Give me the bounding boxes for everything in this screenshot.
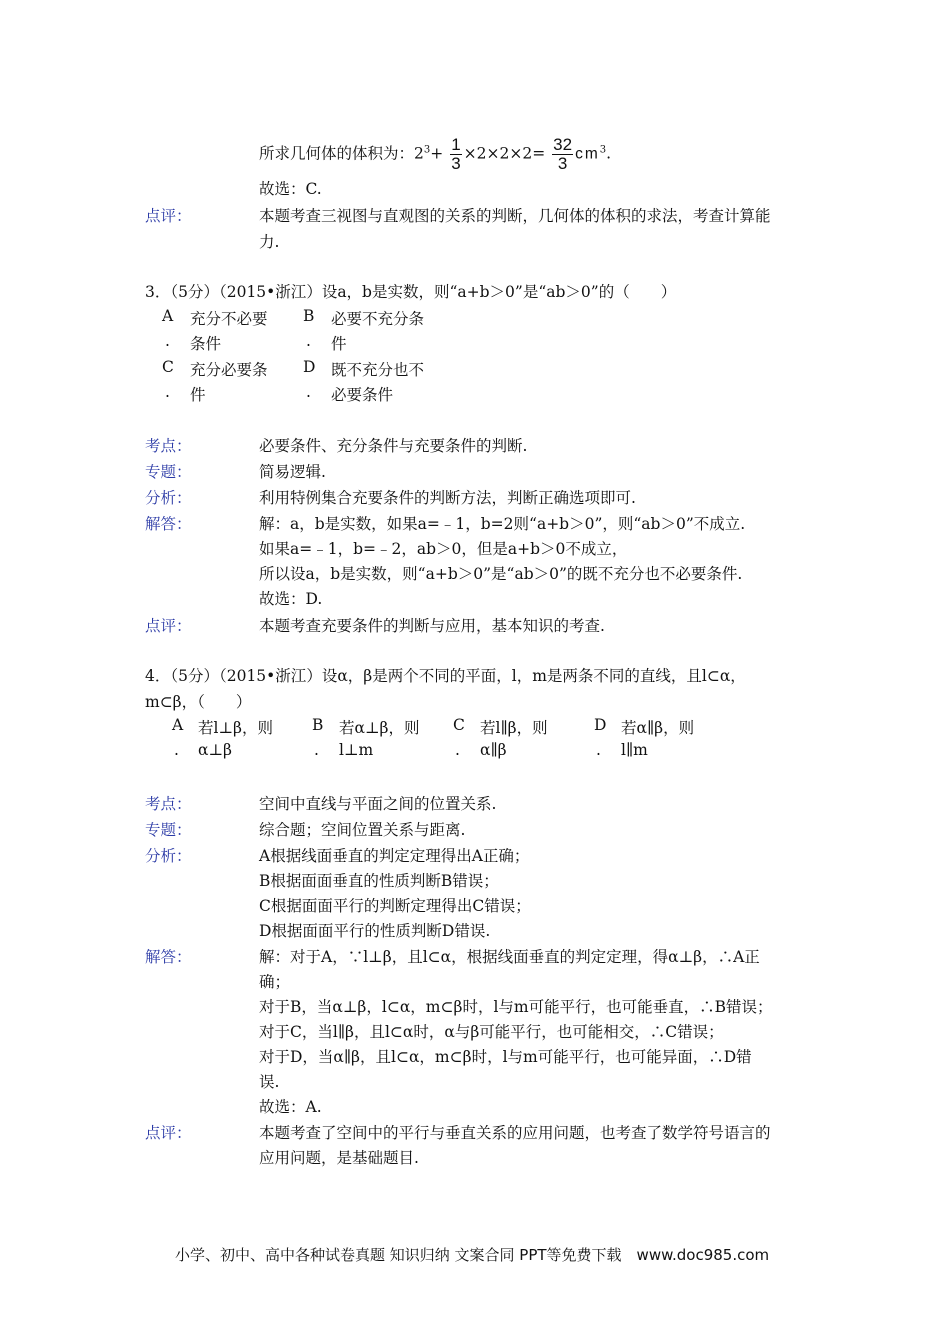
q4-option-a-dot: .: [174, 741, 179, 759]
q4-stem-line1: 4．（5分）（2015•浙江）设α，β是两个不同的平面，l，m是两条不同的直线，且l⊂α，: [145, 667, 746, 685]
fraction-one-third: $\frac{1}{3}$: [451, 135, 461, 173]
q3-fenxi: 利用特例集合充要条件的判断方法，判断正确选项即可.: [259, 489, 636, 507]
q3-option-a-letter: A: [162, 307, 174, 325]
q3-option-d-line1: 既不充分也不: [331, 361, 425, 379]
q4-dianping-label: 点评：: [145, 1124, 192, 1142]
q4-kaodian-label: 考点：: [145, 795, 192, 813]
volume-exp: 3: [423, 144, 431, 156]
q4-option-c-line2: α∥β: [480, 741, 507, 759]
q4-dianping-line1: 本题考查了空间中的平行与垂直关系的应用问题，也考查了数学符号语言的: [259, 1124, 771, 1142]
q4-option-d-letter: D: [594, 716, 607, 734]
q3-option-a-line1: 充分不必要: [190, 310, 268, 328]
unit: cm: [575, 145, 600, 163]
q4-jieda-line6: 误.: [259, 1073, 280, 1091]
q3-kaodian: 必要条件、充分条件与充要条件的判断.: [259, 437, 528, 455]
q4-option-b-line1: 若α⊥β，则: [339, 719, 420, 737]
q3-option-d-dot: .: [306, 383, 311, 401]
volume-formula: [259, 136, 611, 173]
q4-stem-line2: m⊂β，（ ）: [145, 693, 252, 711]
q4-option-d-line2: l∥m: [621, 741, 648, 759]
page-footer: 小学、初中、高中各种试卷真题 知识归纳 文案合同 PPT等免费下载 www.doc985.com: [175, 1246, 770, 1264]
q4-jieda-line7: 故选：A.: [259, 1098, 322, 1116]
q3-zhuanti-label: 专题：: [145, 463, 192, 481]
q3-jieda-line1: 解：a，b是实数，如果a=﹣1，b=2则“a+b＞0”，则“ab＞0”不成立.: [259, 515, 746, 533]
q4-jieda-line3: 对于B，当α⊥β，l⊂α，m⊂β时，l与m可能平行，也可能垂直，∴B错误；: [259, 998, 773, 1016]
q3-option-b-line2: 件: [331, 335, 347, 353]
plus-sign: +: [430, 144, 444, 163]
q3-option-c-letter: C: [162, 358, 174, 376]
q3-option-b-dot: .: [306, 332, 311, 350]
q4-kaodian: 空间中直线与平面之间的位置关系.: [259, 795, 497, 813]
q3-option-a-line2: 条件: [190, 335, 222, 353]
fraction-32-thirds: $\frac{32}{3}$: [553, 135, 573, 173]
q4-option-b-letter: B: [312, 716, 324, 734]
q3-dianping-label: 点评：: [145, 617, 192, 635]
multiplication: ×2×2×2=: [463, 144, 546, 163]
q3-option-b-line1: 必要不充分条: [331, 310, 425, 328]
q3-option-c-dot: .: [165, 383, 170, 401]
q4-option-c-letter: C: [453, 716, 465, 734]
q3-option-c-line1: 充分必要条: [190, 361, 268, 379]
q4-option-a-letter: A: [172, 716, 184, 734]
q2-comment-line2: 力.: [259, 233, 280, 251]
q2-comment-label: 点评：: [145, 207, 192, 225]
q4-fenxi-line2: B根据面面垂直的性质判断B错误；: [259, 872, 499, 890]
q4-option-c-dot: .: [455, 741, 460, 759]
q3-option-b-letter: B: [303, 307, 315, 325]
q3-jieda-label: 解答：: [145, 515, 192, 533]
q3-jieda-line3: 所以设a，b是实数，则“a+b＞0”是“ab＞0”的既不充分也不必要条件.: [259, 565, 743, 583]
q3-option-d-line2: 必要条件: [331, 386, 394, 404]
q4-jieda-line5: 对于D，当α∥β，且l⊂α，m⊂β时，l与m可能平行，也可能异面，∴D错: [259, 1048, 752, 1066]
q3-option-c-line2: 件: [190, 386, 206, 404]
q4-jieda-line2: 确；: [259, 973, 291, 991]
q2-choice: 故选：C.: [259, 180, 322, 198]
q4-fenxi-line3: C根据面面平行的判断定理得出C错误；: [259, 897, 531, 915]
q3-jieda-line2: 如果a=﹣1，b=﹣2，ab＞0，但是a+b＞0不成立，: [259, 540, 628, 558]
q4-option-d-line1: 若α∥β，则: [621, 719, 695, 737]
q4-jieda-line4: 对于C，当l∥β，且l⊂α时，α与β可能平行，也可能相交，∴C错误；: [259, 1023, 724, 1041]
q3-jieda-line4: 故选：D.: [259, 590, 323, 608]
q4-jieda-line1: 解：对于A，∵l⊥β，且l⊂α，根据线面垂直的判定定理，得α⊥β，∴A正: [259, 948, 760, 966]
q3-option-a-dot: .: [165, 332, 170, 350]
q3-option-d-letter: D: [303, 358, 316, 376]
q3-dianping: 本题考查充要条件的判断与应用，基本知识的考查.: [259, 617, 605, 635]
q4-option-a-line2: α⊥β: [198, 741, 233, 759]
q4-fenxi-line1: A根据线面垂直的判定定理得出A正确；: [259, 847, 530, 865]
q4-zhuanti: 综合题；空间位置关系与距离.: [259, 821, 466, 839]
q3-fenxi-label: 分析：: [145, 489, 192, 507]
q4-jieda-label: 解答：: [145, 948, 192, 966]
unit-exp: 3: [599, 144, 607, 156]
q3-kaodian-label: 考点：: [145, 437, 192, 455]
q4-fenxi-label: 分析：: [145, 847, 192, 865]
q4-dianping-line2: 应用问题，是基础题目.: [259, 1149, 419, 1167]
volume-prefix: 所求几何体的体积为：2: [259, 144, 424, 163]
q4-option-b-line2: l⊥m: [339, 741, 374, 759]
q4-fenxi-line4: D根据面面平行的性质判断D错误.: [259, 922, 491, 940]
q3-stem: 3．（5分）（2015•浙江）设a，b是实数，则“a+b＞0”是“ab＞0”的（ ）: [145, 283, 677, 301]
q4-option-a-line1: 若l⊥β，则: [198, 719, 273, 737]
q4-zhuanti-label: 专题：: [145, 821, 192, 839]
q4-option-d-dot: .: [596, 741, 601, 759]
q4-option-c-line1: 若l∥β，则: [480, 719, 548, 737]
q4-option-b-dot: .: [314, 741, 319, 759]
q2-comment-line1: 本题考查三视图与直观图的关系的判断，几何体的体积的求法，考查计算能: [259, 207, 771, 225]
period: .: [606, 144, 612, 163]
q3-zhuanti: 简易逻辑.: [259, 463, 326, 481]
